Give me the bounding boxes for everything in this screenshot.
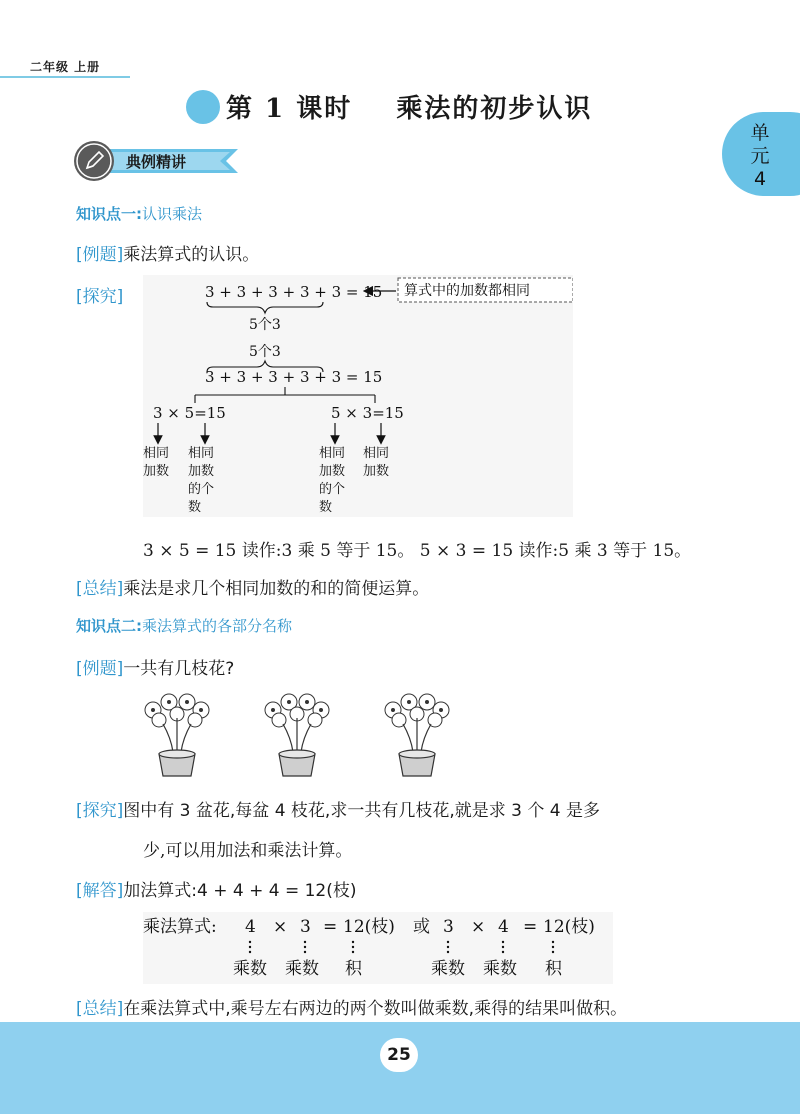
addend-count-2: 加数 bbox=[188, 464, 215, 479]
lesson-topic: 乘法的初步认识 bbox=[396, 94, 593, 124]
addend-count-1b: 相同 bbox=[319, 446, 346, 461]
answer bbox=[76, 876, 357, 901]
kp2-name: 乘法算式的各部分名称 bbox=[142, 617, 293, 635]
kp1-label: 知识点一: bbox=[76, 205, 142, 223]
lesson-number: 第 1 课时 bbox=[226, 94, 353, 124]
addend-note: 算式中的加数都相同 bbox=[404, 283, 530, 299]
example-1 bbox=[76, 240, 259, 265]
example-text: 一共有几枝花? bbox=[123, 659, 235, 679]
page-number: 25 bbox=[380, 1038, 418, 1072]
flower-pot-icon bbox=[265, 694, 329, 776]
product-label-2: 积 bbox=[545, 959, 562, 979]
mult-label: 乘法算式: bbox=[143, 917, 217, 937]
result-1: 12(枝) bbox=[343, 917, 395, 937]
summary-2 bbox=[76, 994, 627, 1019]
knowledge-point-1 bbox=[76, 203, 202, 224]
pencil-icon bbox=[74, 141, 114, 181]
same-addend-2b: 加数 bbox=[363, 464, 390, 479]
same-addend-1b: 相同 bbox=[363, 446, 390, 461]
page-title bbox=[226, 88, 592, 125]
multiplication-parts bbox=[143, 912, 613, 984]
kp2-label: 知识点二: bbox=[76, 617, 142, 635]
unit-label bbox=[738, 122, 782, 191]
eq2: = bbox=[523, 917, 538, 937]
or-word: 或 bbox=[413, 917, 430, 937]
example-tag: [例题] bbox=[76, 245, 124, 265]
addend-count-4b: 数 bbox=[319, 500, 333, 515]
same-addend-1: 相同 bbox=[143, 446, 170, 461]
factor-a1: 4 bbox=[245, 917, 256, 937]
top-expression: 3 + 3 + 3 + 3 + 3 = 15 bbox=[205, 283, 383, 301]
addend-count-1: 相同 bbox=[188, 446, 215, 461]
summary-1 bbox=[76, 574, 429, 599]
addition-line: 加法算式:4 + 4 + 4 = 12(枝) bbox=[123, 881, 357, 901]
flower-pot-icon bbox=[385, 694, 449, 776]
mid-expression: 3 + 3 + 3 + 3 + 3 = 15 bbox=[205, 368, 383, 386]
summary-text: 乘法是求几个相同加数的和的简便运算。 bbox=[123, 579, 430, 599]
knowledge-point-2 bbox=[76, 615, 292, 636]
explore-tag-1: [探究] bbox=[76, 287, 124, 307]
eq1: = bbox=[323, 917, 338, 937]
example-2 bbox=[76, 654, 234, 679]
addend-count-3b: 的个 bbox=[319, 482, 346, 497]
grade-label: 二年级 上册 bbox=[30, 60, 101, 74]
factor-label-3: 乘数 bbox=[431, 959, 465, 979]
result-2: 12(枝) bbox=[543, 917, 595, 937]
unit-number: 4 bbox=[753, 168, 767, 190]
explore-2 bbox=[76, 796, 600, 821]
kp1-name: 认识乘法 bbox=[142, 205, 203, 223]
factor-label-2: 乘数 bbox=[285, 959, 319, 979]
answer-tag: [解答] bbox=[76, 881, 124, 901]
header-divider bbox=[0, 76, 130, 78]
flower-pots-illustration bbox=[143, 688, 463, 780]
factor-label-4: 乘数 bbox=[483, 959, 517, 979]
title-dot bbox=[186, 90, 220, 124]
factor-b1: 3 bbox=[300, 917, 311, 937]
factor-b2: 4 bbox=[498, 917, 509, 937]
product-label-1: 积 bbox=[345, 959, 362, 979]
reading-line: 3 × 5 = 15 读作:3 乘 5 等于 15。 5 × 3 = 15 读作:5 乘 3 等于 15。 bbox=[143, 541, 692, 561]
example-tag: [例题] bbox=[76, 659, 124, 679]
multiplication-diagram bbox=[143, 275, 573, 517]
addend-count-4: 数 bbox=[188, 500, 202, 515]
banner-title: 典例精讲 bbox=[126, 153, 187, 171]
summary-tag: [总结] bbox=[76, 579, 124, 599]
flower-pot-icon bbox=[145, 694, 209, 776]
left-equation: 3 × 5=15 bbox=[153, 404, 226, 422]
right-equation: 5 × 3=15 bbox=[331, 404, 404, 422]
explore-tag: [探究] bbox=[76, 801, 124, 821]
unit-char-2: 元 bbox=[750, 145, 770, 167]
addend-count-2b: 加数 bbox=[319, 464, 346, 479]
op1: × bbox=[273, 917, 288, 937]
explore-text-line2: 少,可以用加法和乘法计算。 bbox=[143, 841, 353, 861]
same-addend-2: 加数 bbox=[143, 464, 170, 479]
five-threes-label: 5个3 bbox=[249, 317, 281, 333]
five-threes-label-2: 5个3 bbox=[249, 344, 281, 360]
addend-count-3: 的个 bbox=[188, 482, 215, 497]
explore-text-line1: 图中有 3 盆花,每盆 4 枝花,求一共有几枝花,就是求 3 个 4 是多 bbox=[123, 801, 600, 821]
factor-a2: 3 bbox=[443, 917, 454, 937]
op2: × bbox=[471, 917, 486, 937]
summary-tag: [总结] bbox=[76, 999, 124, 1019]
unit-char-1: 单 bbox=[750, 122, 770, 144]
summary-text: 在乘法算式中,乘号左右两边的两个数叫做乘数,乘得的结果叫做积。 bbox=[123, 999, 628, 1019]
factor-label-1: 乘数 bbox=[233, 959, 267, 979]
example-text: 乘法算式的认识。 bbox=[123, 245, 260, 265]
